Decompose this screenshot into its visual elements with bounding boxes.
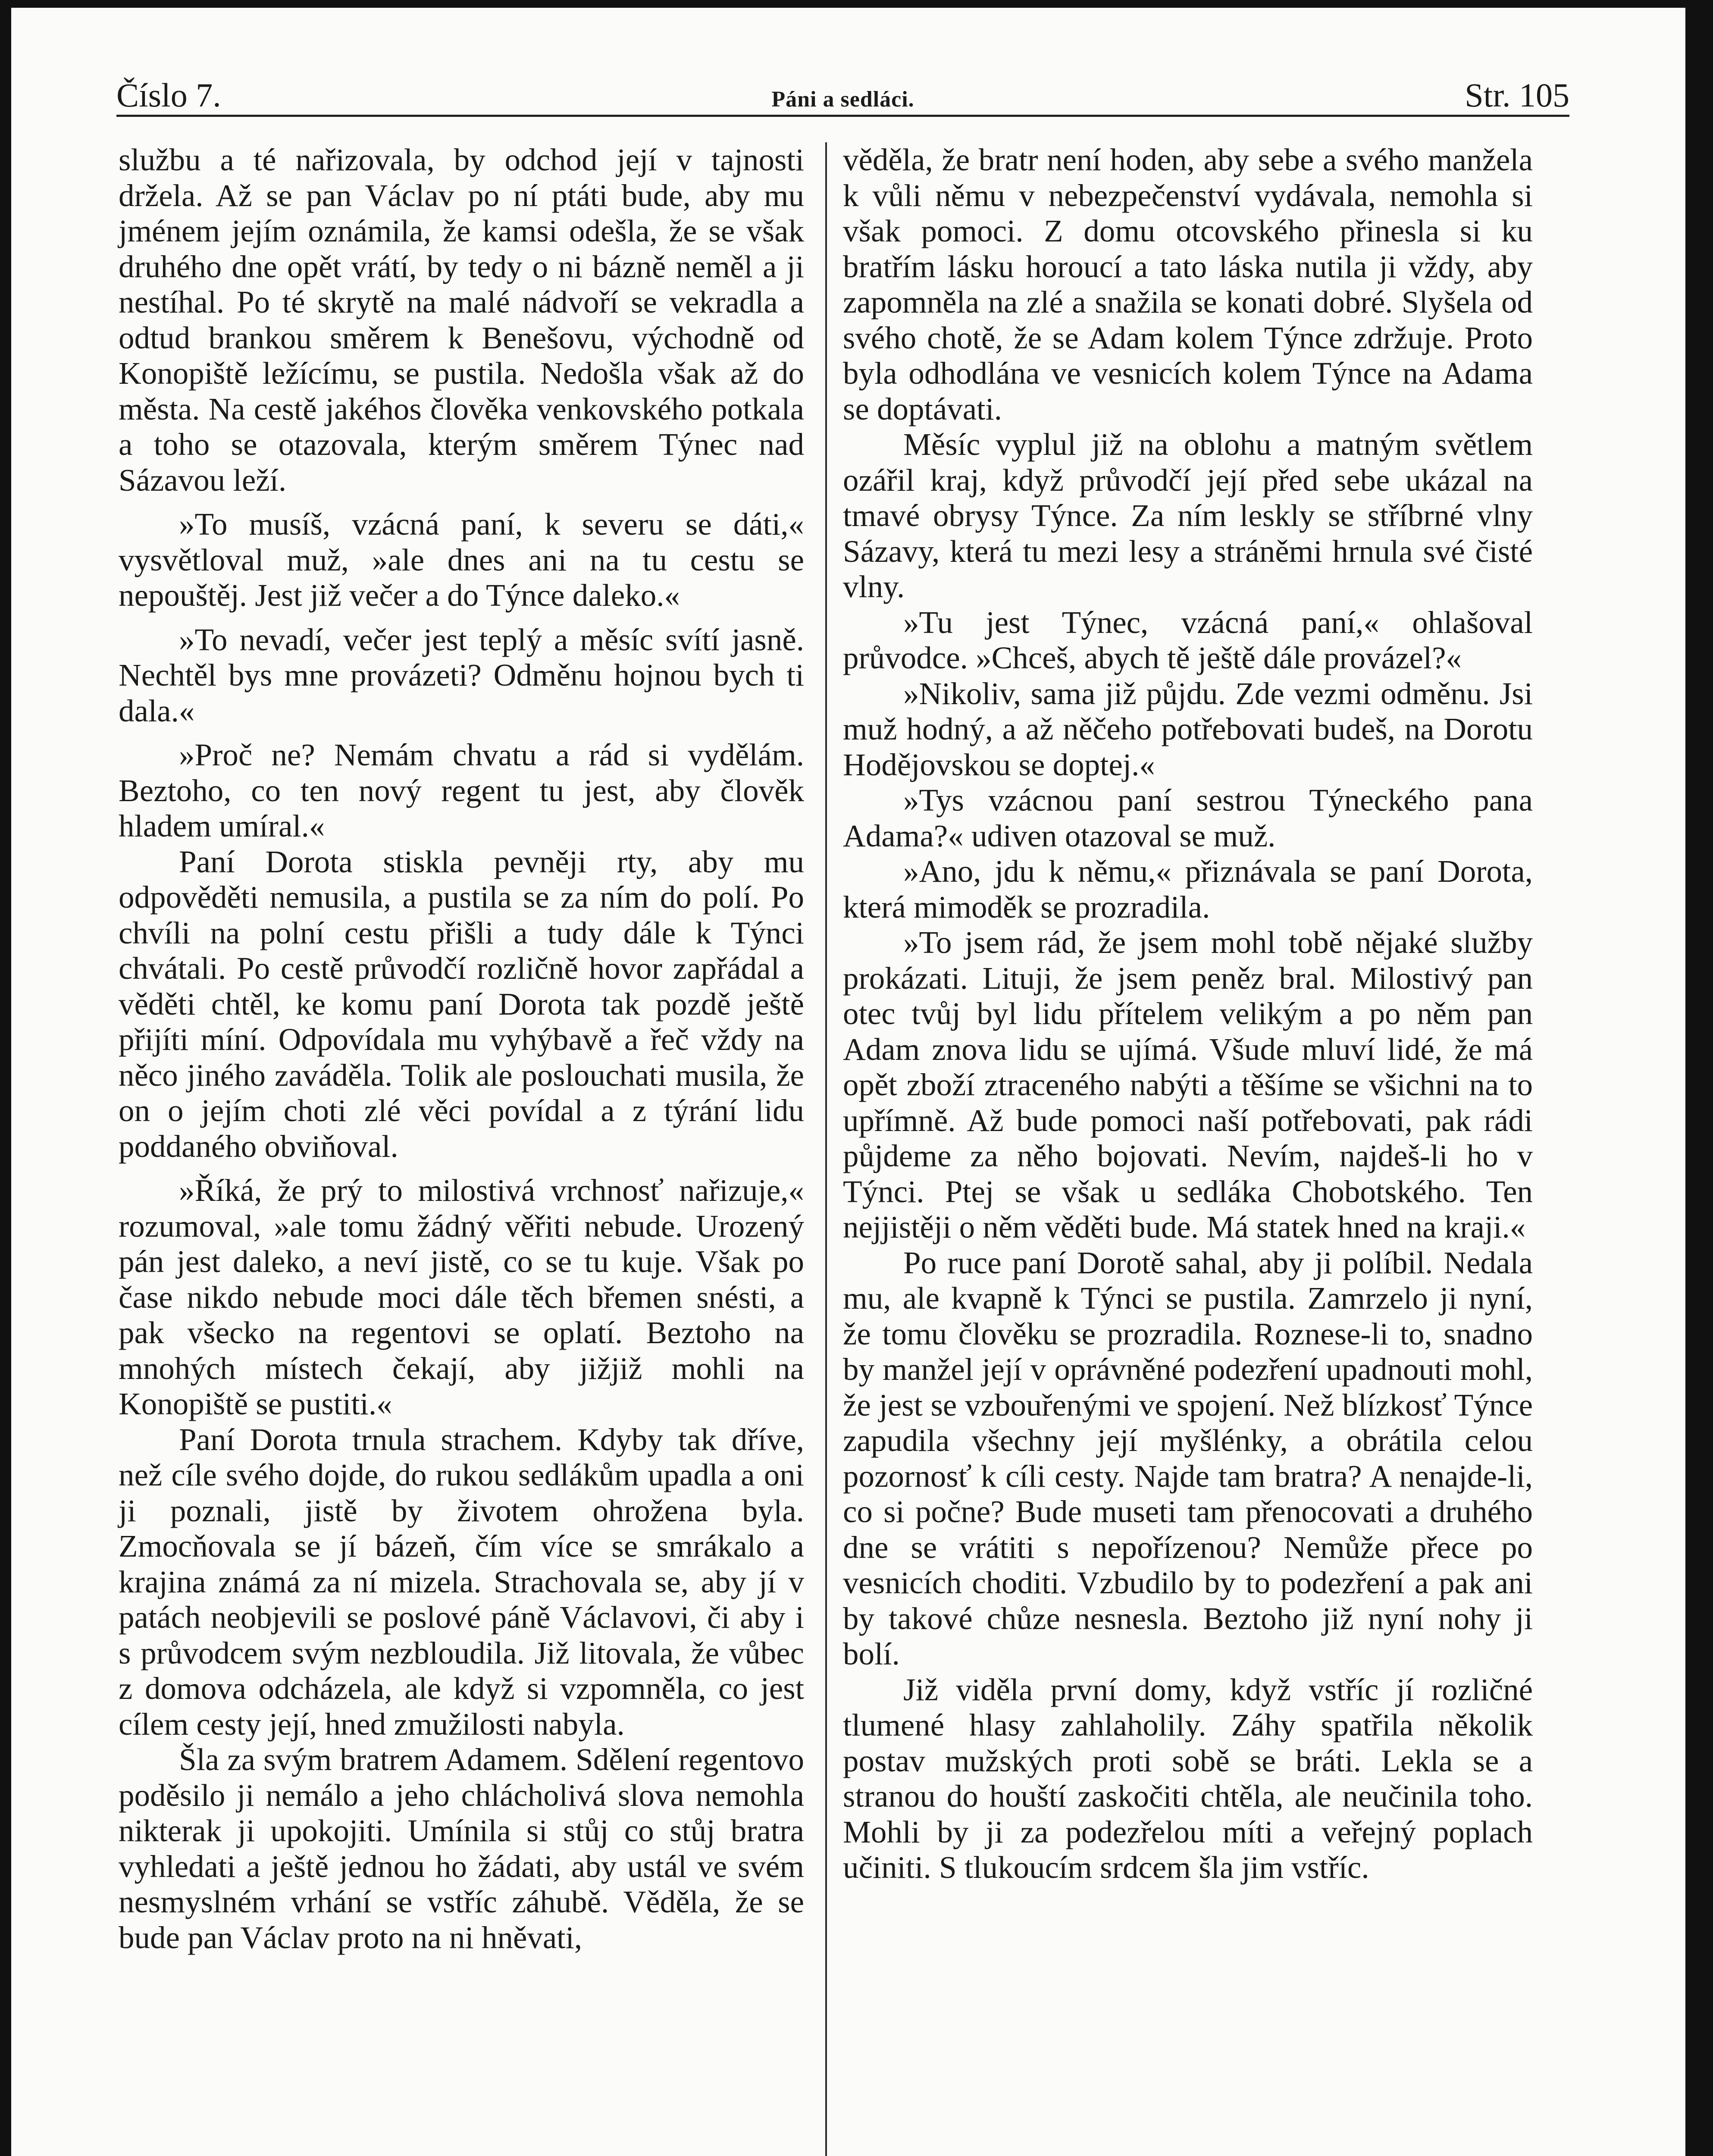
right-column [843,142,1533,1886]
paragraph: věděla, že bratr není hoden, aby sebe a svého manžela k vůli němu v nebezpečenství vydávala, nemohla si však pomoci. Z domu otcovského přinesla si ku bratřím lásku horoucí a tato láska nutila ji vždy, aby zapomněla na zlé a snažila se konati dobré. Slyšela od svého chotě, že se Adam kolem Týnce zdržuje. Proto byla odhodlána ve vesnicích kolem Týnce na Adama se doptávati. [843,142,1533,426]
paragraph: »Tu jest Týnec, vzácná paní,« ohlašoval průvodce. »Chceš, abych tě ještě dále provázel?« [843,605,1533,675]
paragraph: »To jsem rád, že jsem mohl tobě nějaké služby prokázati. Lituji, že jsem peněz bral. Milostivý pan otec tvůj byl lidu přítelem velikým a po něm pan Adam znova lidu se ujímá. Všude mluví lidé, že má opět zboží ztraceného nabýti a těšíme se všichni na to upřímně. Až bude pomoci naší potřebovati, pak rádi půjdeme za něho bojovati. Nevím, najdeš-li ho v Týnci. Ptej se však u sedláka Chobotského. Ten nejjistěji o něm věděti bude. Má statek hned na kraji.« [843,925,1533,1244]
issue-number: Číslo 7. [116,76,221,114]
page-number: Str. 105 [1465,76,1569,114]
paragraph: Paní Dorota trnula strachem. Kdyby tak dříve, než cíle svého dojde, do rukou sedlákům upadla a oni ji poznali, jistě by životem ohrožena byla. Zmocňovala se jí bázeň, čím více se smrákalo a krajina známá za ní mizela. Strachovala se, aby jí v patách neobjevili se poslové páně Václavovi, či aby i s průvodcem svým nezbloudila. Již litovala, že vůbec z domova odcházela, ale když si vzpomněla, co jest cílem cesty její, hned zmužilosti nabyla. [119,1422,804,1742]
paragraph: Již viděla první domy, když vstříc jí rozličné tlumené hlasy zahlaholily. Záhy spatřila několik postav mužských proti sobě se bráti. Lekla se a stranou do houští zaskočiti chtěla, ale neučinila toho. Mohli by ji za podezřelou míti a veřejný poplach učiniti. S tlukoucím srdcem šla jim vstříc. [843,1672,1533,1885]
paragraph: »Ano, jdu k němu,« přiznávala se paní Dorota, která mimoděk se prozradila. [843,854,1533,924]
paragraph: Po ruce paní Dorotě sahal, aby ji políbil. Nedala mu, ale kvapně k Týnci se pustila. Zamrzelo ji nyní, že tomu člověku se prozradila. Roznese-li to, snadno by manžel její v oprávněné podezření upadnouti mohl, že jest se vzbouřenými ve spojení. Než blízkosť Týnce zapudila všechny její myšlénky, a obrátila celou pozornosť k cíli cesty. Najde tam bratra? A nenajde-li, co si počne? Bude museti tam přenocovati a druhého dne se vrátiti s nepořízenou? Nemůže přece po vesnicích choditi. Vzbudilo by to podezření a pak ani by takové chůze nesnesla. Beztoho již nyní nohy ji bolí. [843,1245,1533,1671]
paragraph: »Říká, že prý to milostivá vrchnosť nařizuje,« rozumoval, »ale tomu žádný věřiti nebude. Urozený pán jest daleko, a neví jistě, co se tu kuje. Však po čase nikdo nebude moci dále těch břemen snésti, a pak všecko na regentovi se oplatí. Beztoho na mnohých místech čekají, aby jižjiž mohli na Konopiště se pustiti.« [119,1173,804,1421]
header-rule [116,115,1569,117]
paragraph: »Nikoliv, sama již půjdu. Zde vezmi odměnu. Jsi muž hodný, a až něčeho potřebovati budeš, na Dorotu Hodějovskou se doptej.« [843,676,1533,782]
paragraph: »Proč ne? Nemám chvatu a rád si vydělám. Beztoho, co ten nový regent tu jest, aby člověk hladem umíral.« [119,737,804,843]
paragraph: »To nevadí, večer jest teplý a měsíc svítí jasně. Nechtěl bys mne provázeti? Odměnu hojnou bych ti dala.« [119,622,804,728]
paragraph: službu a té nařizovala, by odchod její v tajnosti držela. Až se pan Václav po ní ptáti bude, aby mu jménem jejím oznámila, že kamsi odešla, že se však druhého dne opět vrátí, by tedy o ni bázně neměl a ji nestíhal. Po té skrytě na malé nádvoří se vekradla a odtud brankou směrem k Benešovu, východně od Konopiště ležícímu, se pustila. Nedošla však až do města. Na cestě jakéhos člověka venkovského potkala a toho se otazovala, kterým směrem Týnec nad Sázavou leží. [119,142,804,498]
paragraph: Měsíc vyplul již na oblohu a matným světlem ozářil kraj, když průvodčí její před sebe ukázal na tmavé obrysy Týnce. Za ním leskly se stříbrné vlny Sázavy, která tu mezi lesy a stráněmi hrnula své čisté vlny. [843,427,1533,604]
paragraph: »Tys vzácnou paní sestrou Týneckého pana Adama?« udiven otazoval se muž. [843,783,1533,853]
paragraph: Paní Dorota stiskla pevněji rty, aby mu odpověděti nemusila, a pustila se za ním do polí. Po chvíli na polní cestu přišli a tudy dále k Týnci chvátali. Po cestě průvodčí rozličně hovor zapřádal a věděti chtěl, ke komu paní Dorota tak pozdě ještě přijíti míní. Odpovídala mu vyhýbavě a řeč vždy na něco jiného zaváděla. Tolik ale poslouchati musila, že on o jejím choti zlé věci povídal a z týrání lidu poddaného obviňoval. [119,844,804,1164]
left-column [119,142,804,1955]
running-header [116,73,1569,121]
column-divider [825,142,827,2156]
paragraph: »To musíš, vzácná paní, k severu se dáti,« vysvětloval muž, »ale dnes ani na tu cestu se nepouštěj. Jest již večer a do Týnce daleko.« [119,507,804,613]
running-title: Páni a sedláci. [771,87,914,112]
paragraph: Šla za svým bratrem Adamem. Sdělení regentovo poděsilo ji nemálo a jeho chlácholivá slova nemohla nikterak ji upokojiti. Umínila si stůj co stůj bratra vyhledati a ještě jednou ho žádati, aby ustál ve svém nesmyslném vrhání se vstříc záhubě. Věděla, že se bude pan Václav proto na ni hněvati, [119,1742,804,1955]
